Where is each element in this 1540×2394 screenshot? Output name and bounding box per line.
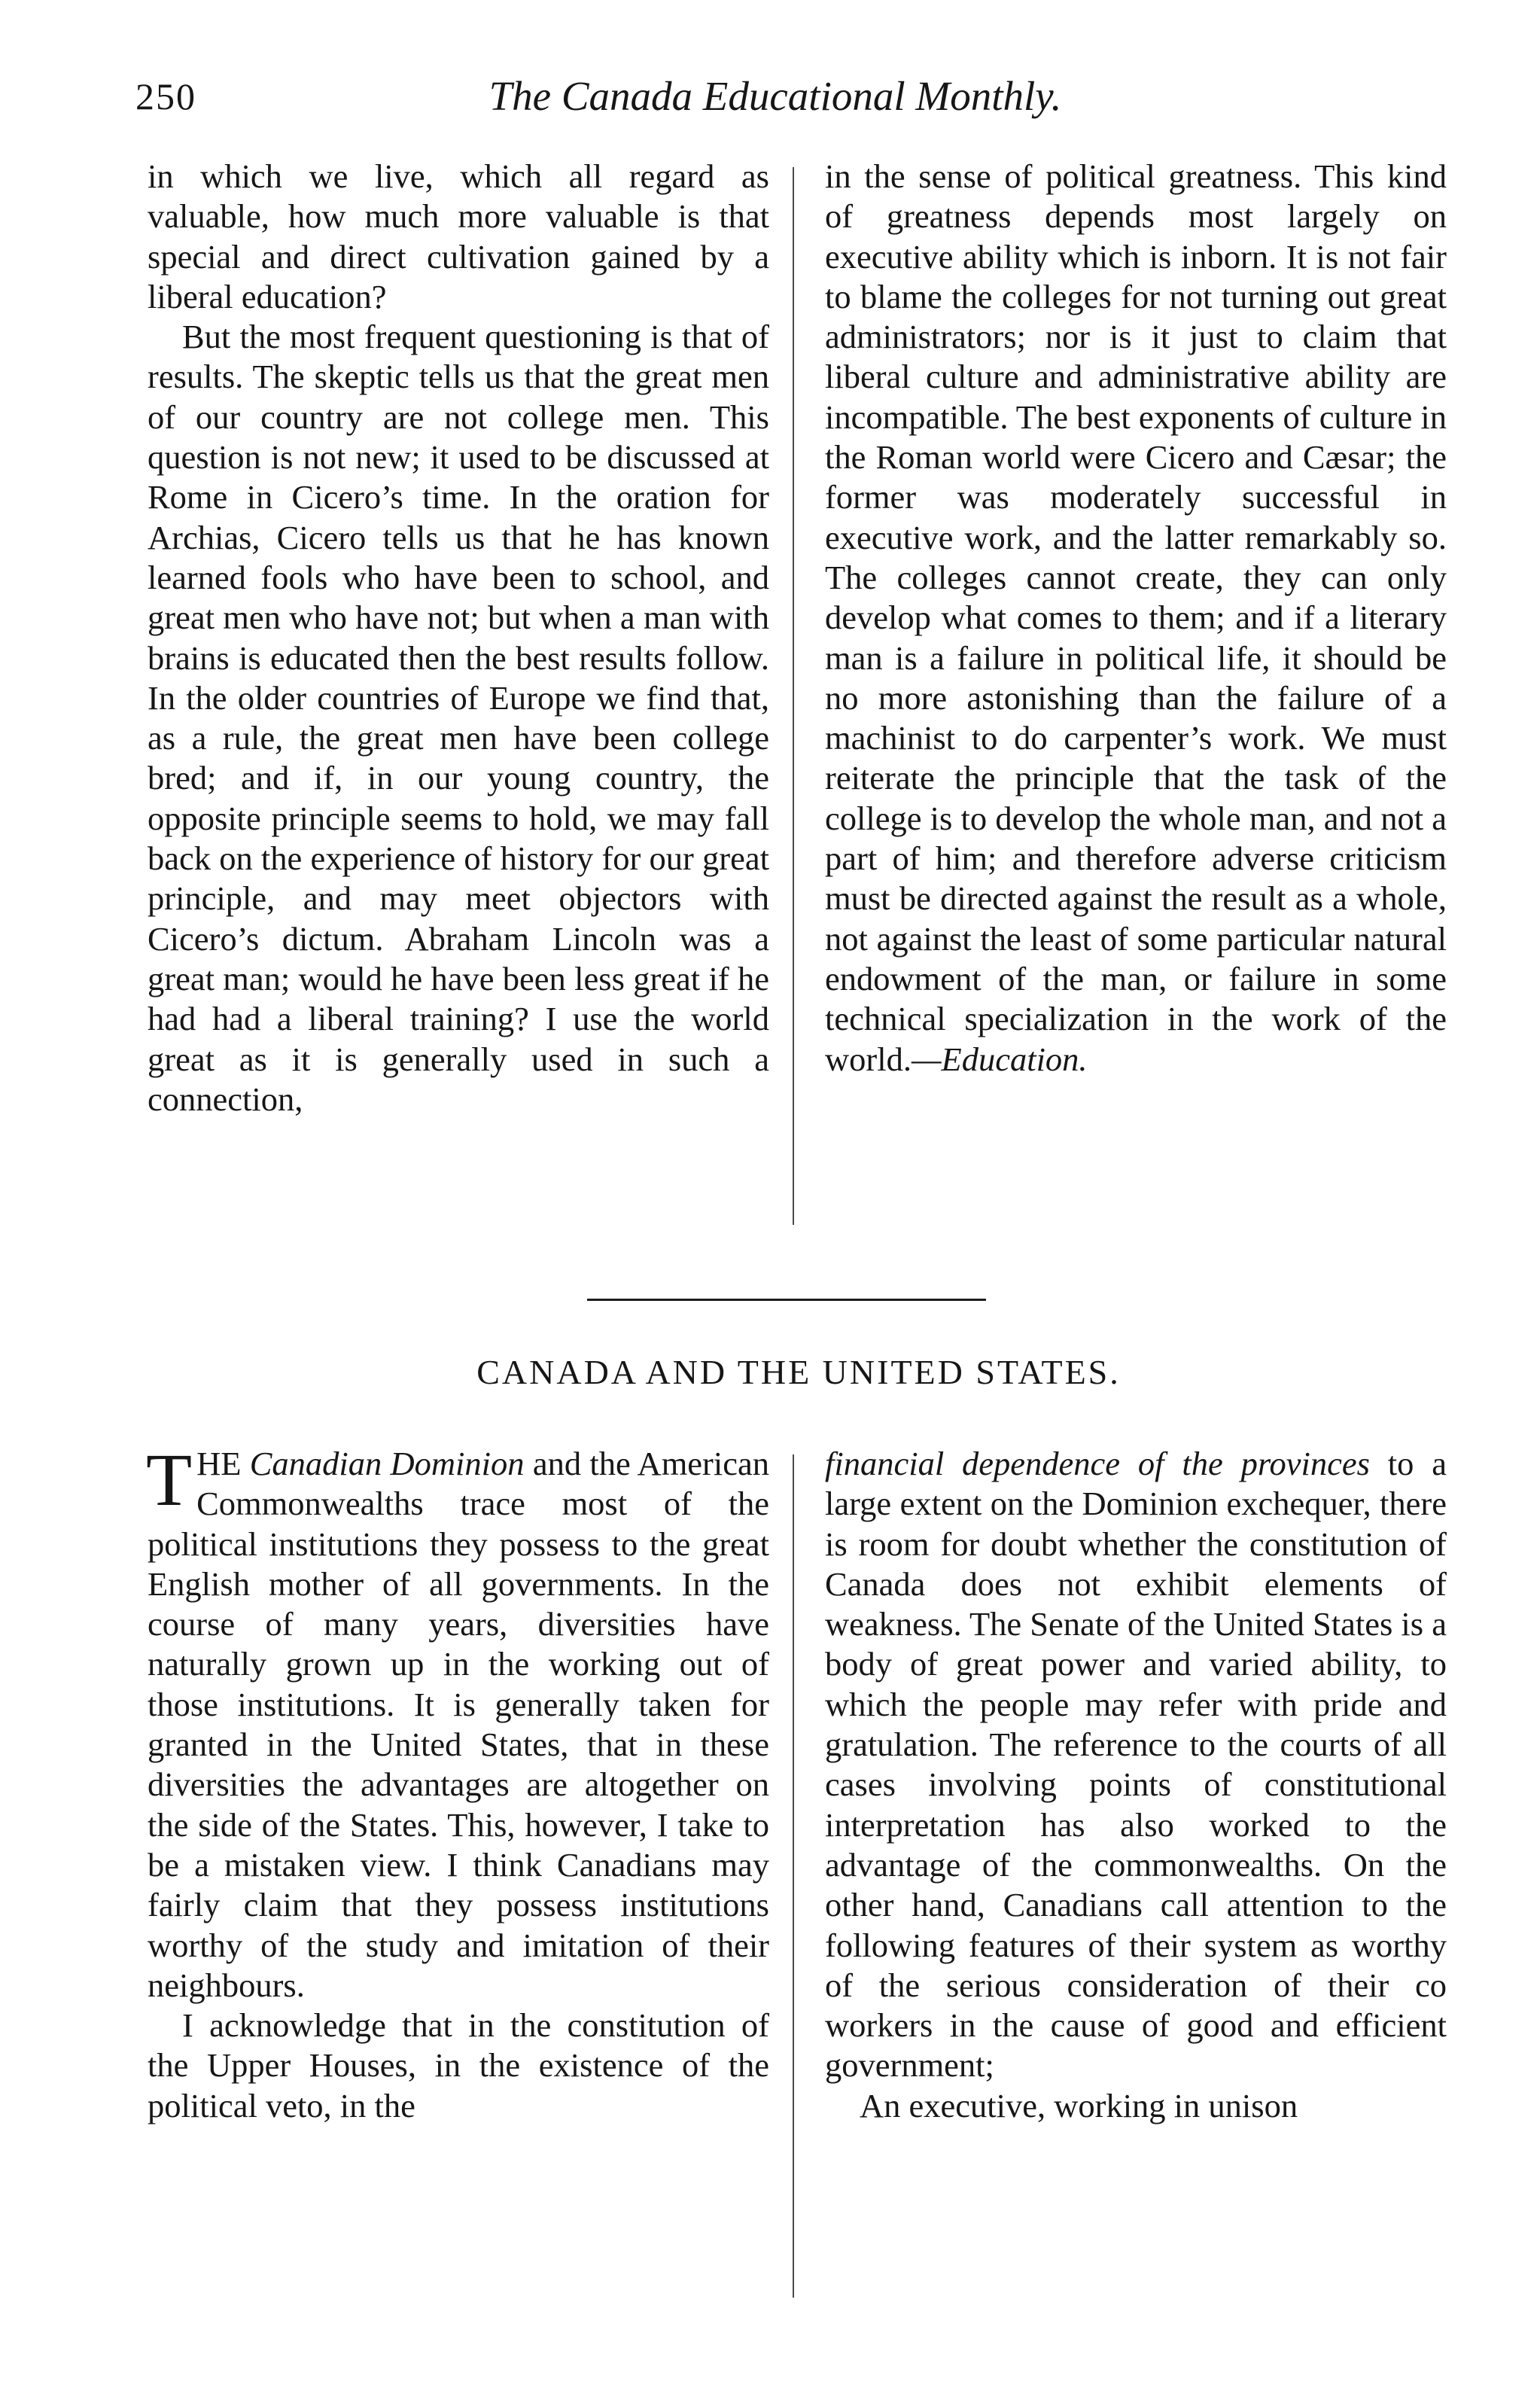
drop-cap: T	[146, 1438, 193, 1521]
page-number: 250	[135, 75, 196, 117]
running-title: The Canada Educational Monthly.	[488, 73, 1062, 119]
page-header	[135, 66, 1415, 134]
canada-article-paragraph	[825, 1444, 1447, 2086]
source-credit: —Education.	[911, 1040, 1088, 1078]
previous-article-paragraph: But the most frequent questioning is that of results. The skeptic tells us that the great men of our country are not college men. This question is not new; it used to be discussed at Rome in Cicero’s time. In the oration for Archias, Cicero tells us that he has known learned fools who have been to school, and great men who have not; but when a man with brains is educated then the best results follow. In the older countries of Europe we find that, as a rule, the great men have been college bred; and if, in our young country, the opposite principle seems to hold, we may fall back on the experience of history for our great principle, and may meet objectors with Cicero’s dictum. Abraham Lincoln was a great man; would he have been less great if he had had a liberal training? I use the world great as it is generally used in such a connection,	[148, 318, 769, 1118]
section-title: CANADA AND THE UNITED STATES.	[476, 1353, 1121, 1391]
section-divider	[587, 1299, 986, 1301]
canada-article-right-column	[825, 1444, 1447, 2126]
canada-article-paragraph: I acknowledge that in the constitution of the Upper Houses, in the existence of the political veto, in the	[148, 2006, 769, 2124]
previous-article-left-column	[148, 157, 769, 1119]
column-divider	[793, 167, 794, 1225]
paragraph-text: to a large extent on the Dominion exchequer, there is room for doubt whether the constitution of Canada does not exhibit elements of weakness. The Senate of the United States is a body of great power and varied ability, to which the people may refer with pride and gratulation. The reference to the courts of all cases involving points of constitutional interpretation has also worked to the advantage of the commonwealths. On the other hand, Canadians call attention to the following features of their system as worthy of the serious consideration of their co workers in the cause of good and efficient government;	[825, 1445, 1447, 2085]
previous-article-paragraph	[825, 157, 1447, 1080]
canada-article-opening-paragraph	[146, 1438, 769, 2006]
canada-article-left-column	[146, 1438, 769, 2126]
canada-article-paragraph: An executive, working in unison	[860, 2086, 1298, 2124]
opening-smallcaps: HE	[196, 1445, 250, 1482]
previous-article-right-column	[825, 157, 1447, 1080]
canada-article	[146, 1438, 1450, 2347]
emphasis-text: financial dependence of the provinces	[825, 1445, 1370, 1482]
emphasis-text: Canadian Dominion	[249, 1445, 525, 1482]
paragraph-text: and the American Commonwealths trace most of the political institutions they possess to the great English mother of all governments. In the course of many years, diversities have naturally grown up in the working out of those institutions. It is generally taken for granted in the United States, that in these diversities the advantages are altogether on the side of the States. This, however, I take to be a mistaken view. I think Canadians may fairly claim that they possess institutions worthy of the study and imitation of their neighbours.	[148, 1445, 769, 2004]
previous-article-paragraph: in which we live, which all regard as valuable, how much more valuable is that special and direct cultivation gained by a liberal education?	[148, 157, 769, 315]
column-divider	[793, 1454, 794, 2298]
previous-article-continuation	[148, 157, 1450, 1248]
previous-article-paragraph-text: in the sense of political greatness. This kind of greatness depends most largely on executive ability which is inborn. It is not fair to blame the colleges for not turning out great administrators; nor is it just to claim that liberal culture and administrative ability are incompatible. The best exponents of culture in the Roman world were Cicero and Cæsar; the former was moderately successful in executive work, and the latter remarkably so. The colleges cannot create, they can only develop what comes to them; and if a literary man is a failure in political life, it should be no more astonishing than the failure of a machinist to do carpenter’s work. We must reiterate the principle that the task of the college is to develop the whole man, and not a part of him; and therefore adverse criticism must be directed against the result as a whole, not against the least of some particular natural endowment of the man, or failure in some technical specialization in the work of the world.	[825, 157, 1447, 1078]
